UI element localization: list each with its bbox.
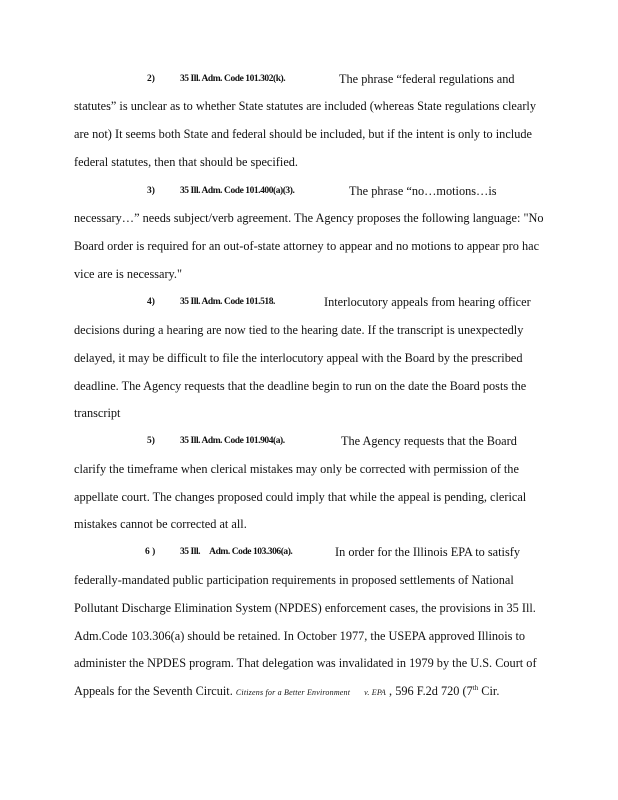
item-lead-text: The phrase “no…motions…is — [349, 184, 497, 198]
item-number: 3) — [147, 186, 155, 196]
body-line: mistakes cannot be corrected at all. — [74, 517, 247, 531]
body-line: deadline. The Agency requests that the deadline begin to run on the date the Board posts the — [74, 379, 527, 393]
body-line: administer the NPDES program. That delegation was invalidated in 1979 by the U.S. Court of — [74, 656, 537, 670]
body-line: Board order is required for an out-of-state attorney to appear and no motions to appear pro hac — [74, 239, 540, 253]
reporter-citation: , 596 F.2d 720 (7 — [389, 684, 473, 698]
item-lead-text: The phrase “federal regulations and — [339, 72, 515, 86]
body-line: federally-mandated public participation requirements in proposed settlements of National — [74, 573, 514, 587]
body-line: Pollutant Discharge Elimination System (NPDES) enforcement cases, the provisions in 35 Ill. — [74, 601, 536, 615]
item-number: 5) — [147, 436, 155, 446]
ordinal-suffix: th — [472, 684, 479, 692]
body-line: are not) It seems both State and federal should be included, but if the intent is only to include — [74, 127, 532, 141]
circuit-text: Cir. — [478, 684, 500, 698]
item-number: 4) — [147, 297, 155, 307]
item-number: 6 ) — [145, 547, 156, 557]
body-line: transcript — [74, 406, 121, 420]
body-line: statutes” is unclear as to whether State statutes are included (whereas State regulations clearly — [74, 99, 536, 113]
final-line — [74, 683, 499, 701]
body-line: decisions during a hearing are now tied to the hearing date. If the transcript is unexpectedly — [74, 323, 524, 337]
item-citation: 35 Ill. Adm. Code 101.904(a). — [180, 436, 285, 446]
body-line: appellate court. The changes proposed could imply that while the appeal is pending, clerical — [74, 490, 527, 504]
body-line: vice are is necessary." — [74, 267, 183, 281]
body-line: clarify the timeframe when clerical mistakes may only be corrected with permission of the — [74, 462, 519, 476]
body-line: federal statutes, then that should be specified. — [74, 155, 299, 169]
item-lead-text: In order for the Illinois EPA to satisfy — [335, 545, 521, 559]
item-citation: 35 Ill. Adm. Code 101.302(k). — [180, 74, 286, 84]
item-citation: 35 Ill. Adm. Code 101.400(a)(3). — [180, 186, 295, 196]
case-name-citizens: Citizens for a Better Environment — [235, 688, 351, 697]
final-line-prefix: Appeals for the Seventh Circuit. — [74, 684, 233, 698]
item-citation: 35 Ill. Adm. Code 101.518. — [180, 297, 275, 307]
item-lead-text: Interlocutory appeals from hearing officer — [324, 295, 531, 309]
item-lead-text: The Agency requests that the Board — [341, 434, 517, 448]
item-citation: 35 Ill. Adm. Code 103.306(a). — [180, 547, 293, 557]
body-line: delayed, it may be difficult to file the interlocutory appeal with the Board by the prescribed — [74, 351, 523, 365]
body-line: necessary…” needs subject/verb agreement. The Agency proposes the following language: "No — [74, 211, 544, 225]
case-name-epa: v. EPA — [364, 688, 386, 697]
item-number: 2) — [147, 74, 155, 84]
body-line: Adm.Code 103.306(a) should be retained. In October 1977, the USEPA approved Illinois to — [74, 629, 526, 643]
